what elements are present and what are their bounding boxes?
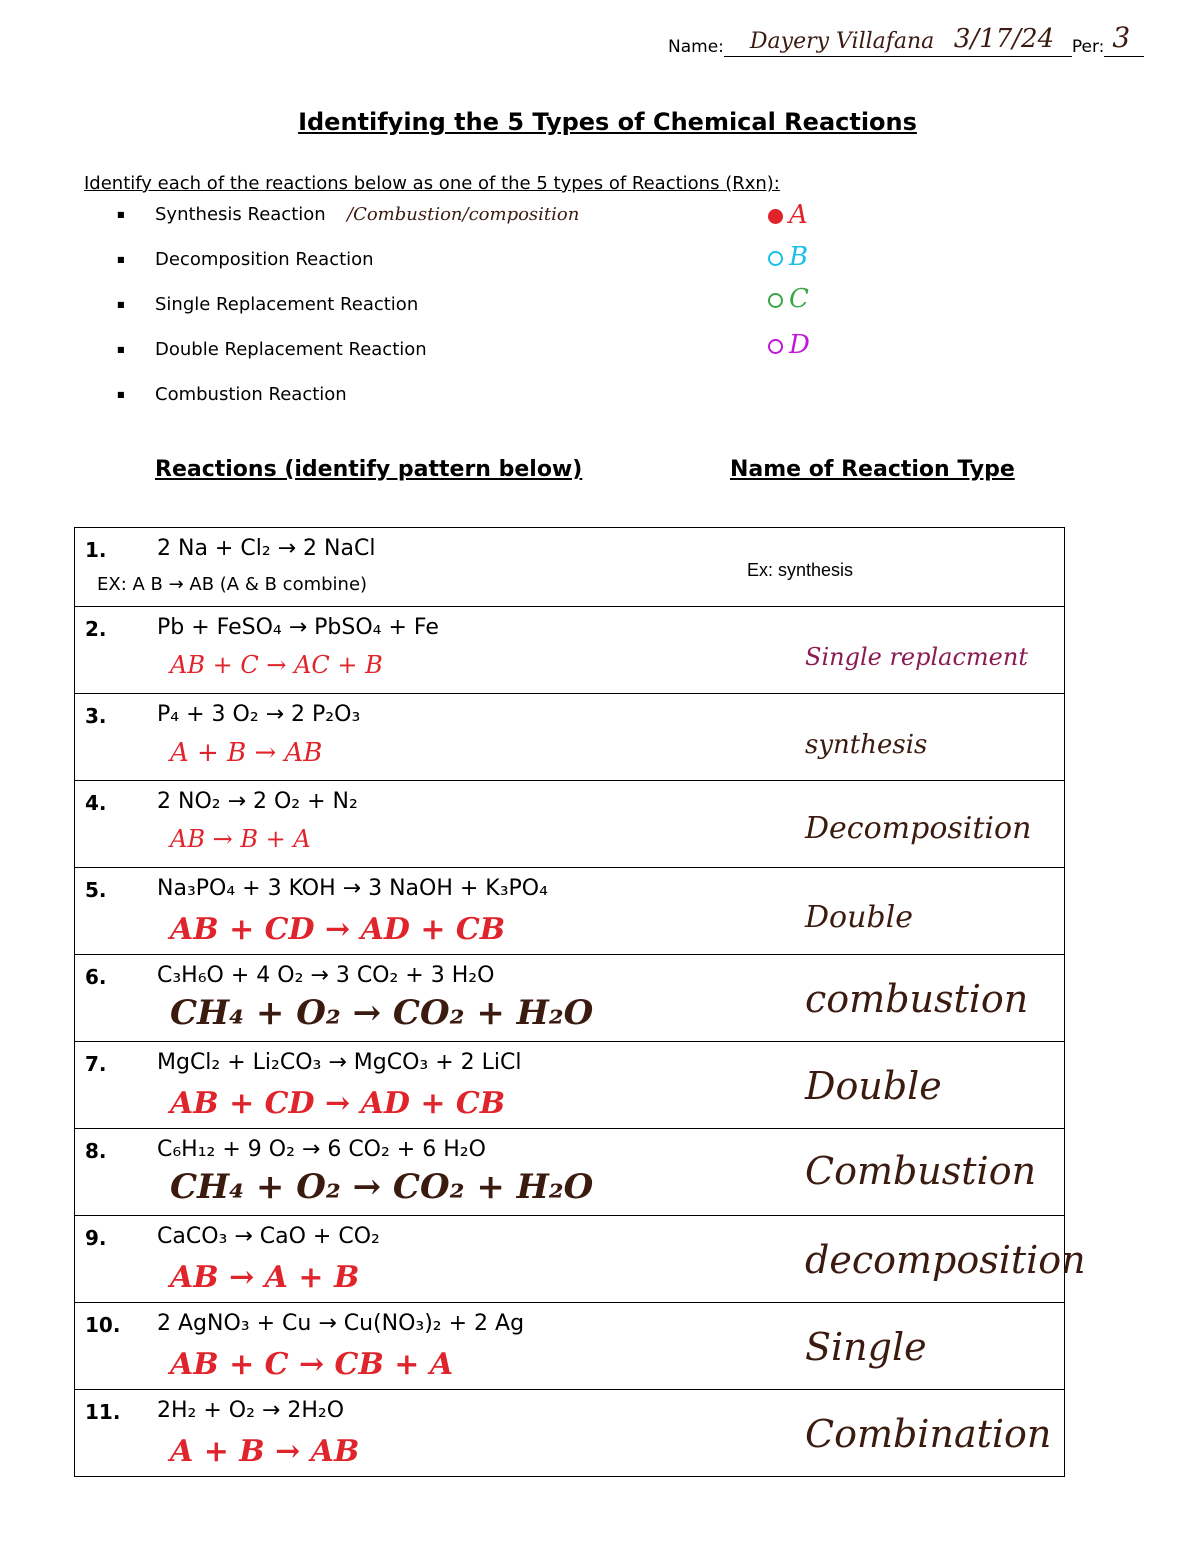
student-name: Dayery Villafana — [749, 29, 935, 54]
equation: 2 Na + Cl₂ → 2 NaCl — [157, 536, 376, 561]
worksheet-title: Identifying the 5 Types of Chemical Reactions — [298, 108, 917, 136]
reactions-table — [74, 527, 1086, 1477]
row-number: 4. — [85, 791, 107, 815]
date-blank — [924, 24, 1072, 57]
table-row — [75, 694, 1065, 781]
color-key-b: B — [768, 242, 808, 272]
answer: Decomposition — [805, 811, 1032, 846]
table-row — [75, 528, 1065, 607]
pattern: CH₄ + O₂ → CO₂ + H₂O — [170, 1167, 594, 1207]
table-row — [75, 781, 1065, 868]
date-value: 3/17/24 — [953, 24, 1055, 54]
list-item: ■ Single Replacement Reaction — [115, 290, 427, 335]
list-item: ■ Decomposition Reaction — [115, 245, 427, 290]
equation: CaCO₃ → CaO + CO₂ — [157, 1224, 380, 1249]
pattern: CH₄ + O₂ → CO₂ + H₂O — [170, 993, 594, 1033]
row-number: 5. — [85, 878, 107, 902]
pattern: AB + C → AC + B — [170, 651, 383, 679]
period-label: Per: — [1071, 37, 1105, 57]
equation: 2 AgNO₃ + Cu → Cu(NO₃)₂ + 2 Ag — [157, 1311, 525, 1336]
handwritten-note: /Combustion/composition — [347, 204, 580, 225]
answer: Double — [805, 900, 913, 935]
row-number: 1. — [85, 538, 107, 562]
list-item: ■ Synthesis Reaction /Combustion/composition — [115, 200, 427, 245]
equation: MgCl₂ + Li₂CO₃ → MgCO₃ + 2 LiCl — [157, 1050, 522, 1075]
pattern: A + B → AB — [170, 738, 323, 768]
name-date-period-line — [668, 21, 1144, 57]
pattern: AB → A + B — [170, 1260, 360, 1295]
reactions-heading: Reactions (identify pattern below) — [155, 457, 583, 482]
answer: Single — [805, 1325, 927, 1369]
table-row — [75, 955, 1065, 1042]
row-number: 8. — [85, 1139, 107, 1163]
table-row — [75, 868, 1065, 955]
list-item: ■ Double Replacement Reaction — [115, 335, 427, 380]
equation: P₄ + 3 O₂ → 2 P₂O₃ — [157, 702, 361, 727]
equation: Pb + FeSO₄ → PbSO₄ + Fe — [157, 615, 439, 640]
pattern: AB + CD → AD + CB — [170, 1086, 506, 1121]
row-number: 3. — [85, 704, 107, 728]
reaction-type-list — [115, 200, 580, 425]
pattern: AB + C → CB + A — [170, 1347, 454, 1382]
row-number: 10. — [85, 1313, 121, 1337]
equation: C₆H₁₂ + 9 O₂ → 6 CO₂ + 6 H₂O — [157, 1137, 486, 1162]
equation: Na₃PO₄ + 3 KOH → 3 NaOH + K₃PO₄ — [157, 876, 548, 901]
answer: Ex: synthesis — [747, 560, 854, 580]
table-row — [75, 1390, 1065, 1477]
row-number: 9. — [85, 1226, 107, 1250]
name-blank — [724, 29, 935, 57]
row-number: 6. — [85, 965, 107, 989]
pattern: AB → B + A — [170, 825, 311, 853]
table-row — [75, 1216, 1065, 1303]
pattern: AB + CD → AD + CB — [170, 912, 506, 947]
table-row — [75, 1303, 1065, 1390]
name-label: Name: — [668, 37, 724, 57]
list-item: ■ Combustion Reaction — [115, 380, 427, 425]
answer: decomposition — [805, 1238, 1086, 1282]
period-value: 3 — [1112, 21, 1131, 54]
instructions: Identify each of the reactions below as one of the 5 types of Reactions (Rxn): — [84, 173, 780, 194]
row-number: 11. — [85, 1400, 121, 1424]
equation: C₃H₆O + 4 O₂ → 3 CO₂ + 3 H₂O — [157, 963, 495, 988]
table-row — [75, 607, 1065, 694]
answer: Combination — [805, 1412, 1052, 1456]
table-row — [75, 1129, 1065, 1216]
reaction-type-heading: Name of Reaction Type — [730, 457, 1015, 482]
color-key-a: A — [768, 200, 808, 230]
equation: 2 NO₂ → 2 O₂ + N₂ — [157, 789, 358, 814]
color-key-d: D — [768, 330, 810, 360]
row-number: 7. — [85, 1052, 107, 1076]
answer: combustion — [805, 977, 1029, 1021]
equation: 2H₂ + O₂ → 2H₂O — [157, 1398, 345, 1423]
color-key-c: C — [768, 284, 809, 314]
row-number: 2. — [85, 617, 107, 641]
pattern: A + B → AB — [170, 1434, 360, 1469]
period-blank — [1104, 21, 1144, 57]
answer: Combustion — [805, 1149, 1037, 1193]
answer: Single replacment — [805, 643, 1028, 671]
answer: Double — [805, 1064, 942, 1108]
table-row — [75, 1042, 1065, 1129]
example-pattern: EX: A B → AB (A & B combine) — [97, 574, 368, 595]
answer: synthesis — [805, 730, 928, 760]
